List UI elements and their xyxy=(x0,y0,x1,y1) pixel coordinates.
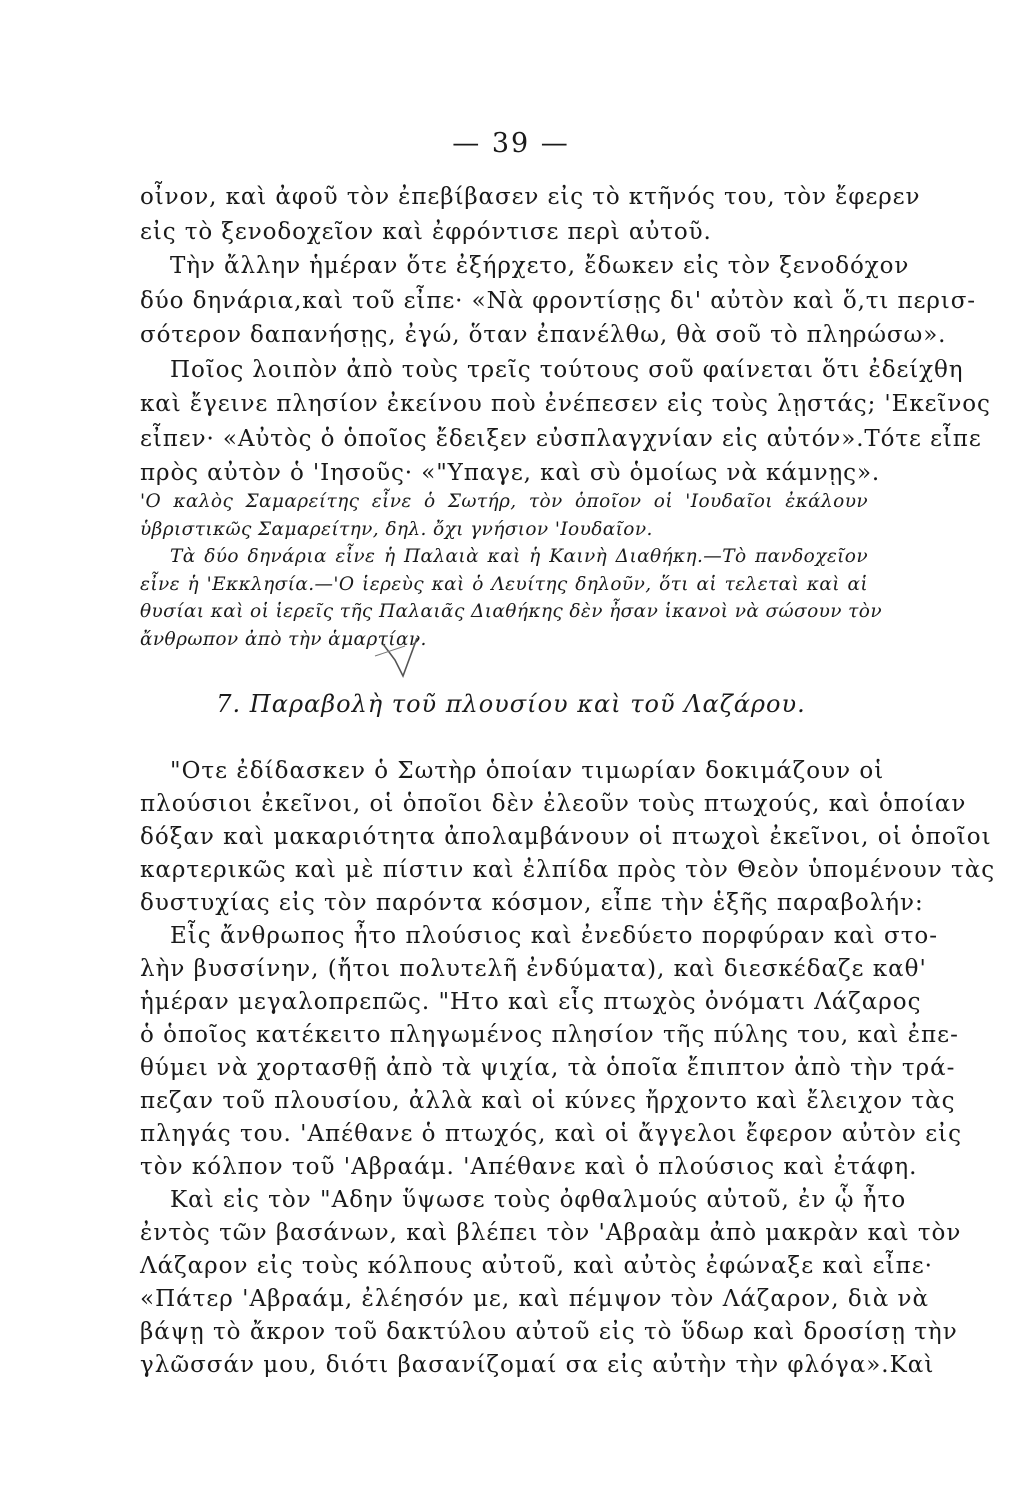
text-line: τὸν κόλπον τοῦ 'Αβραάμ. 'Απέθανε καὶ ὁ πλούσιος καὶ ἐτάφη. xyxy=(140,1154,918,1180)
text-line: βάψῃ τὸ ἄκρον τοῦ δακτύλου αὐτοῦ εἰς τὸ ὕδωρ καὶ δροσίσῃ τὴν xyxy=(140,1319,958,1345)
text-line: θύμει νὰ χορτασθῇ ἀπὸ τὰ ψιχία, τὰ ὁποῖα ἔπιπτον ἀπὸ τὴν τρά- xyxy=(140,1055,956,1081)
note-line: ὑβριστικῶς Σαμαρείτην, δηλ. ὄχι γνήσιον 'Ιουδαῖον. xyxy=(140,518,653,540)
text-line: πεζαν τοῦ πλουσίου, ἀλλὰ καὶ οἱ κύνες ἤρχοντο καὶ ἔλειχον τὰς xyxy=(140,1088,956,1114)
text-line: καρτερικῶς καὶ μὲ πίστιν καὶ ἐλπίδα πρὸς τὸν Θεὸν ὑπομένουν τὰς xyxy=(140,857,996,883)
text-line: Λάζαρον εἰς τοὺς κόλπους αὐτοῦ, καὶ αὐτὸς ἐφώναξε καὶ εἶπε· xyxy=(140,1253,933,1279)
text-line: εἰς τὸ ξενοδοχεῖον καὶ ἐφρόντισε περὶ αὐτοῦ. xyxy=(140,218,712,245)
text-line: εἶπεν· «Αὐτὸς ὁ ὁποῖος ἔδειξεν εὐσπλαγχνίαν εἰς αὐτόν».Τότε εἶπε xyxy=(140,425,982,452)
text-line: πρὸς αὐτὸν ὁ 'Ιησοῦς· «"Υπαγε, καὶ σὺ ὁμοίως νὰ κάμνῃς». xyxy=(140,460,881,486)
page-number: — 39 — xyxy=(452,128,570,159)
interpretation-note xyxy=(140,488,882,653)
paragraph-rich-man-lazarus xyxy=(140,755,996,1382)
note-line: θυσίαι καὶ οἱ ἱερεῖς τῆς Παλαιᾶς Διαθήκης δὲν ἦσαν ἱκανοὶ νὰ σώσουν τὸν xyxy=(140,601,882,622)
note-line: εἶνε ἡ 'Εκκλησία.—'Ο ἱερεὺς καὶ ὁ Λευίτης δηλοῦν, ὅτι αἱ τελεταὶ καὶ αἱ xyxy=(140,573,868,595)
text-line: Ποῖος λοιπὸν ἀπὸ τοὺς τρεῖς τούτους σοῦ φαίνεται ὅτι ἐδείχθη xyxy=(170,356,964,383)
text-line: καὶ ἔγεινε πλησίον ἐκείνου ποὺ ἐνέπεσεν εἰς τοὺς λῃστάς; 'Εκεῖνος xyxy=(140,391,991,417)
text-line: δόξαν καὶ μακαριότητα ἀπολαμβάνουν οἱ πτωχοὶ ἐκεῖνοι, οἱ ὁποῖοι xyxy=(140,824,992,850)
paragraph-samaritan-ending xyxy=(140,180,991,491)
text-line: ἐντὸς τῶν βασάνων, καὶ βλέπει τὸν 'Αβραὰμ ἀπὸ μακρὰν καὶ τὸν xyxy=(140,1220,962,1246)
text-line: οἶνον, καὶ ἀφοῦ τὸν ἐπεβίβασεν εἰς τὸ κτῆνός του, τὸν ἔφερεν xyxy=(140,184,921,210)
text-line: δυστυχίας εἰς τὸν παρόντα κόσμον, εἶπε τὴν ἑξῆς παραβολήν: xyxy=(140,890,924,916)
section-heading: 7. Παραβολὴ τοῦ πλουσίου καὶ τοῦ Λαζάρου. xyxy=(216,690,806,718)
note-line: ἄνθρωπον ἀπὸ τὴν ἁμαρτίαν. xyxy=(140,628,427,650)
text-line: Τὴν ἄλλην ἡμέραν ὅτε ἐξήρχετο, ἔδωκεν εἰς τὸν ξενοδόχον xyxy=(170,253,910,279)
text-line: ἡμέραν μεγαλοπρεπῶς. "Ητο καὶ εἷς πτωχὸς ὀνόματι Λάζαρος xyxy=(140,989,922,1015)
text-line: δύο δηνάρια,καὶ τοῦ εἶπε· «Νὰ φροντίσῃς δι' αὐτὸν καὶ ὅ,τι περισ- xyxy=(140,287,976,314)
text-line: "Οτε ἐδίδασκεν ὁ Σωτὴρ ὁποίαν τιμωρίαν δοκιμάζουν οἱ xyxy=(170,758,885,784)
text-line: «Πάτερ 'Αβραάμ, ἐλέησόν με, καὶ πέμψον τὸν Λάζαρον, διὰ νὰ xyxy=(140,1286,930,1312)
text-line: ὁ ὁποῖος κατέκειτο πληγωμένος πλησίον τῆς πύλης του, καὶ ἐπε- xyxy=(140,1022,959,1048)
pencil-check-mark xyxy=(365,632,465,682)
note-line: 'Ο καλὸς Σαμαρείτης εἶνε ὁ Σωτήρ, τὸν ὁποῖον οἱ 'Ιουδαῖοι ἐκάλουν xyxy=(140,491,868,512)
text-line: πλούσιοι ἐκεῖνοι, οἱ ὁποῖοι δὲν ἐλεοῦν τοὺς πτωχούς, καὶ ὁποίαν xyxy=(140,791,967,817)
text-line: Εἷς ἄνθρωπος ἦτο πλούσιος καὶ ἐνεδύετο πορφύραν καὶ στο- xyxy=(170,923,939,949)
text-line: σότερον δαπανήσῃς, ἐγώ, ὅταν ἐπανέλθω, θὰ σοῦ τὸ πληρώσω». xyxy=(140,322,947,348)
text-line: λὴν βυσσίνην, (ἤτοι πολυτελῆ ἐνδύματα), καὶ διεσκέδαζε καθ' xyxy=(140,956,927,982)
text-line: γλῶσσάν μου, διότι βασανίζομαί σα εἰς αὐτὴν τὴν φλόγα».Καὶ xyxy=(140,1352,935,1378)
text-line: πληγάς του. 'Απέθανε ὁ πτωχός, καὶ οἱ ἄγγελοι ἔφερον αὐτὸν εἰς xyxy=(140,1121,963,1147)
text-line: Καὶ εἰς τὸν "Αδην ὕψωσε τοὺς ὀφθαλμούς αὐτοῦ, ἐν ᾧ ἦτο xyxy=(170,1187,907,1213)
note-line: Τὰ δύο δηνάρια εἶνε ἡ Παλαιὰ καὶ ἡ Καινὴ Διαθήκη.—Τὸ πανδοχεῖον xyxy=(170,546,868,567)
